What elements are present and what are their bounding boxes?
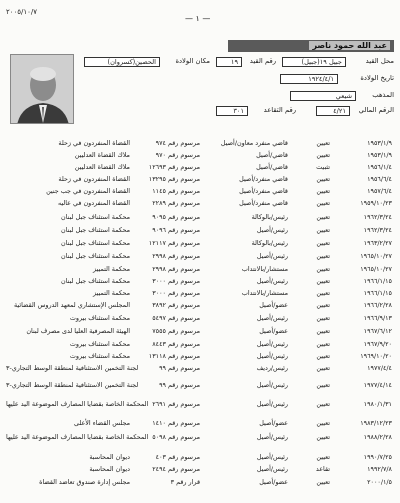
record-decree: مرسوم رقم ٢٤٩٤ [152,465,200,473]
financial-no-field: ٤/٢١ [316,106,350,116]
record-date: ١٩٥٣/١/٩ [367,151,392,159]
record-type: تعيين [316,252,330,260]
record-type: تعيين [316,364,330,372]
record-date: ١٩٦٢/٣/٢٤ [363,226,392,234]
record-type: تقاعد [315,465,330,473]
record-row [0,477,400,487]
record-place: ديوان المحاسبة [89,453,130,461]
record-position: رئيس/أصيل [256,465,288,473]
record-date: ١٩٦٢/٣/٢٤ [363,213,392,221]
record-decree: مرسوم رقم ٢٩٩٨ [152,252,200,260]
record-row [0,238,400,248]
record-row [0,276,400,286]
record-decree: مرسوم رقم ١٣١١٨ [148,352,200,360]
record-row [0,186,400,196]
record-date: ١٩٥٣/١/٩ [367,139,392,147]
record-row [0,464,400,474]
record-place: محكمة التمييز [93,265,130,273]
record-type: تعيين [316,453,330,461]
record-row [0,313,400,323]
record-place: ديوان المحاسبة [89,465,130,473]
record-position: رئيس/أصيل [256,277,288,285]
record-row [0,251,400,261]
record-position: رئيس/أصيل [256,433,288,441]
record-type: تعيين [316,478,330,486]
record-place: ملاك القضاة العدليين [74,163,130,171]
record-position: رئيس/أصيل [256,381,288,389]
record-type: تعيين [316,301,330,309]
record-date: ١٩٨٠/١/٣١ [363,400,392,408]
record-place: لجنة التخمين الاستئنافية لمنطقة الوسط التجاري-٣ [6,364,139,372]
record-place: المحكمة الخاصة بقضايا المصارف الموضوعة اليد عليها [6,400,149,408]
record-row [0,452,400,462]
record-position: رئيس/رديف [256,364,288,372]
record-row [0,264,400,274]
record-position: عضو/أصيل [259,478,288,486]
record-row [0,150,400,160]
record-decree: مرسوم رقم ١٢١١٧ [148,239,200,247]
record-date: ١٩٧٧/٤/٤ [367,364,392,372]
record-row [0,162,400,172]
record-decree: مرسوم رقم ٩٩ [159,381,200,389]
record-row [0,174,400,184]
record-date: ١٩٨٣/١٢/٢٣ [360,419,392,427]
record-decree: مرسوم رقم ٥٤٩٧ [152,314,200,322]
birthdate-label: تاريخ الولادة [360,74,394,82]
record-date: ١٩٦٩/١٠/٢٠ [360,352,392,360]
record-type: تعيين [316,239,330,247]
record-date: ١٩٦٦/١/١٥ [363,277,392,285]
record-date: ١٩٧٧/٤/١٤ [363,381,392,389]
record-date: ١٩٦٥/١٠/٢٧ [360,252,392,260]
record-row [0,300,400,310]
record-row [0,288,400,298]
record-position: قاضي منفرد/أصيل [239,199,288,207]
record-position: رئيس/أصيل [256,400,288,408]
record-date: ١٩٥٧/٦/٤ [367,187,392,195]
record-decree: مرسوم رقم ٥٠٩٨ [152,433,200,441]
record-type: تعيين [316,327,330,335]
record-row [0,138,400,148]
record-decree: مرسوم رقم ١٢٦٩٣ [148,163,200,171]
record-row [0,326,400,336]
record-place: المحكمة الخاصة بقضايا المصارف الموضوعة اليد عليها [6,433,149,441]
record-position: رئيس/أصيل [256,314,288,322]
print-date: ٢٠٠٥/١٠/٧ [6,8,38,16]
registry-no-field: ١٩ [216,57,242,67]
portrait-photo [10,54,74,124]
record-type: تعيين [316,314,330,322]
record-place: محكمة استئناف جبل لبنان [61,252,130,260]
record-decree: مرسوم رقم ٩٩ [159,364,200,372]
record-position: رئيس/أصيل [256,352,288,360]
record-date: ١٩٨٨/٢/٢٨ [363,433,392,441]
record-row [0,363,400,373]
record-decree: مرسوم رقم ٤٠٣ [155,453,200,461]
record-type: تعيين [316,139,330,147]
record-type: تعيين [316,226,330,234]
record-place: محكمة التمييز [93,289,130,297]
record-decree: مرسوم رقم ٩٧٤ [155,139,200,147]
record-date: ١٩٦٧/٦/١٢ [363,327,392,335]
record-date: ١٩٦٦/٢/٢٨ [363,301,392,309]
record-date: ١٩٩٢/٧/٨ [367,465,392,473]
record-decree: مرسوم رقم ١٣٢٩٥ [148,175,200,183]
record-position: عضو/أصيل [259,327,288,335]
record-type: تعيين [316,213,330,221]
record-type: تعيين [316,175,330,183]
record-decree: مرسوم رقم ٢٦٩١ [152,400,200,408]
record-type: تعيين [316,151,330,159]
record-type: تعيين [316,277,330,285]
record-place: محكمة استئناف جبل لبنان [61,277,130,285]
record-decree: مرسوم رقم ٨٤٤٣ [152,340,200,348]
record-decree: مرسوم رقم ٣٠٠٠ [152,289,200,297]
record-decree: مرسوم رقم ٩٠٩٥ [152,213,200,221]
record-row [0,351,400,361]
record-date: ١٩٦٧/٩/٢٠ [363,340,392,348]
record-date: ١٩٦٦/٩/١٣ [363,314,392,322]
record-position: مستشار/بالانتداب [241,289,288,297]
page-number: — ١ — [185,14,211,23]
record-type: تعيين [316,433,330,441]
birthplace-label: مكان الولادة [175,57,210,65]
record-position: قاضي/أصيل [256,151,288,159]
retirement-no-field: ٣٠١ [216,106,248,116]
record-row [0,418,400,428]
record-type: تعيين [316,400,330,408]
record-position: رئيس/أصيل [256,226,288,234]
retirement-no-label: رقم التقاعد [263,106,296,114]
record-row [0,225,400,235]
record-decree: قرار رقم ٣ [170,478,200,486]
registry-no-label: رقم القيد [249,57,276,65]
record-position: قاضي منفرد/أصيل [239,187,288,195]
record-place: القضاة المنفردون في عاليه [57,199,130,207]
record-row [0,339,400,349]
record-type: تعيين [316,289,330,297]
record-row [0,432,400,442]
record-type: تعيين [316,199,330,207]
record-decree: مرسوم رقم ٣٠٠٠ [152,277,200,285]
record-row [0,198,400,208]
record-type: تعيين [316,352,330,360]
record-place: الهيئة المصرفية العليا لدى مصرف لبنان [26,327,130,335]
financial-no-label: الرقم المالي [358,106,394,114]
record-position: رئيس/أصيل [256,453,288,461]
record-position: قاضي منفرد/أصيل [239,175,288,183]
record-type: تعيين [316,340,330,348]
record-place: المجلس الإستشاري لمعهد الدروس القضائية [13,301,130,309]
birthplace-field: الحصين(كسروان) [84,57,160,67]
name-banner [228,40,394,52]
record-position: رئيس/أصيل [256,252,288,260]
person-name: عبد الله حمود ناصر [309,41,390,50]
record-place: محكمة استئناف جبل لبنان [61,239,130,247]
record-decree: مرسوم رقم ٣٨٩٢ [152,301,200,309]
record-position: رئيس/أصيل [256,340,288,348]
record-position: عضو/أصيل [259,301,288,309]
registry-place-label: محل القيد [365,57,394,65]
record-place: ملاك القضاة العدليين [74,151,130,159]
record-date: ١٩٥٩/١٠/٢٣ [360,199,392,207]
record-row [0,380,400,390]
record-row [0,399,400,409]
record-type: تعيين [316,419,330,427]
record-place: لجنة التخمين الاستئنافية لمنطقة الوسط التجاري-٣ [6,381,139,389]
record-place: محكمة استئناف بيروت [69,352,130,360]
record-date: ١٩٦٥/١٠/٢٧ [360,265,392,273]
record-position: رئيس/بالوكالة [251,239,288,247]
record-place: مجلس إدارة صندوق تعاضد القضاة [39,478,130,486]
sect-label: المذهب [372,91,394,99]
record-place: محكمة استئناف بيروت [69,314,130,322]
record-type: تعيين [316,265,330,273]
record-row [0,212,400,222]
record-decree: مرسوم رقم ٩٧٠ [155,151,200,159]
record-date: ١٩٥٦/١/٤ [367,163,392,171]
record-date: ١٩٦٦/١/١٥ [363,289,392,297]
record-date: ١٩٦٣/٢/٢٧ [363,239,392,247]
registry-place-field: جبيل ١٩(جبيل) [282,57,346,67]
record-position: قاضي/أصيل [256,163,288,171]
record-position: مستشار/بالانتداب [241,265,288,273]
record-place: محكمة استئناف جبل لبنان [61,226,130,234]
record-position: عضو/أصيل [259,419,288,427]
record-place: القضاة المنفردون في جب جنين [46,187,130,195]
record-decree: مرسوم رقم ٧٥٥٥ [152,327,200,335]
record-type: تعيين [316,187,330,195]
record-decree: مرسوم رقم ١١٤٥ [152,187,200,195]
sect-field: شيعي [290,91,356,101]
birthdate-field: ١٩٢٤/٤/١ [280,74,338,84]
record-type: تثبيت [316,163,330,171]
record-position: رئيس/بالوكالة [251,213,288,221]
record-position: قاضي منفرد معاون/أصيل [220,139,288,147]
record-place: مجلس القضاء الأعلى [74,419,130,427]
record-decree: مرسوم رقم ٩٠٩٦ [152,226,200,234]
record-date: ٢٠٠٠/١/٥ [367,478,392,486]
record-decree: مرسوم رقم ٢٢٨٩ [152,199,200,207]
record-date: ١٩٩٠/٧/٢٥ [363,453,392,461]
record-place: محكمة استئناف بيروت [69,340,130,348]
record-type: تعيين [316,381,330,389]
record-date: ١٩٥٦/٦/٤ [367,175,392,183]
record-place: القضاة المنفردون في زحلة [58,175,130,183]
record-decree: مرسوم رقم ١٤١٠ [152,419,200,427]
record-place: محكمة استئناف جبل لبنان [61,213,130,221]
record-place: القضاة المنفردون في زحلة [58,139,130,147]
record-decree: مرسوم رقم ٢٩٩٨ [152,265,200,273]
